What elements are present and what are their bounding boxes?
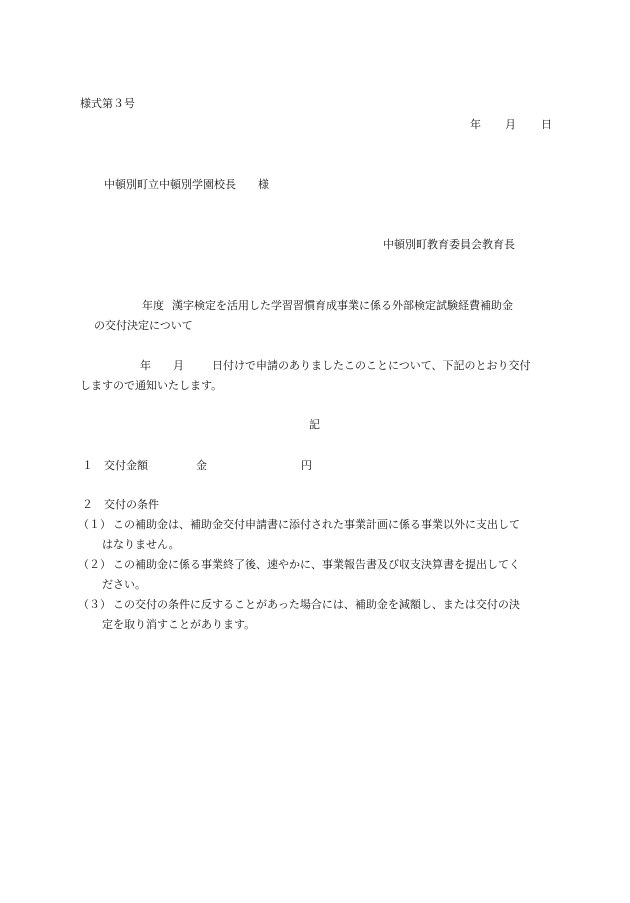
condition-1-line1: この補助金は、補助金交付申請書に添付された事業計画に係る事業以外に支出して (113, 518, 520, 531)
condition-2-number: （２） (78, 558, 111, 571)
item1-label: 交付金額 (104, 459, 148, 472)
form-number: 様式第３号 (80, 97, 135, 110)
sender: 中頓別町教育委員会教育長 (383, 238, 515, 251)
subject-year: 年度 (142, 299, 164, 312)
body-month: 月 (173, 359, 184, 372)
date-month: 月 (505, 118, 516, 131)
item2-number: ２ (82, 498, 93, 511)
condition-2-line2: ださい。 (102, 578, 146, 591)
condition-3-line2: 定を取り消すことがあります。 (102, 618, 256, 631)
condition-1-line2: はなりません。 (102, 538, 180, 551)
subject-line2: の交付決定について (94, 319, 193, 332)
recipient: 中頓別町立中頓別学園校長 様 (104, 178, 269, 191)
ki-heading: 記 (309, 418, 320, 431)
date-day: 日 (541, 118, 552, 131)
item1-yen: 円 (301, 459, 312, 472)
body-line1: 日付けで申請のありましたこのことについて、下記のとおり交付 (212, 359, 531, 372)
condition-2-line1: この補助金に係る事業終了後、速やかに、事業報告書及び収支決算書を提出してく (113, 558, 520, 571)
item1-number: １ (82, 459, 93, 472)
date-year: 年 (470, 118, 481, 131)
condition-3-number: （３） (78, 598, 111, 611)
condition-1-number: （１） (78, 518, 111, 531)
subject-line1: 漢字検定を活用した学習習慣育成事業に係る外部検定試験経費補助金 (172, 299, 513, 312)
body-year: 年 (140, 359, 151, 372)
condition-3-line1: この交付の条件に反することがあった場合には、補助金を減額し、または交付の決 (113, 598, 520, 611)
item2-heading: 交付の条件 (104, 498, 159, 511)
body-line2: しますので通知いたします。 (80, 379, 223, 392)
item1-kin: 金 (196, 459, 207, 472)
